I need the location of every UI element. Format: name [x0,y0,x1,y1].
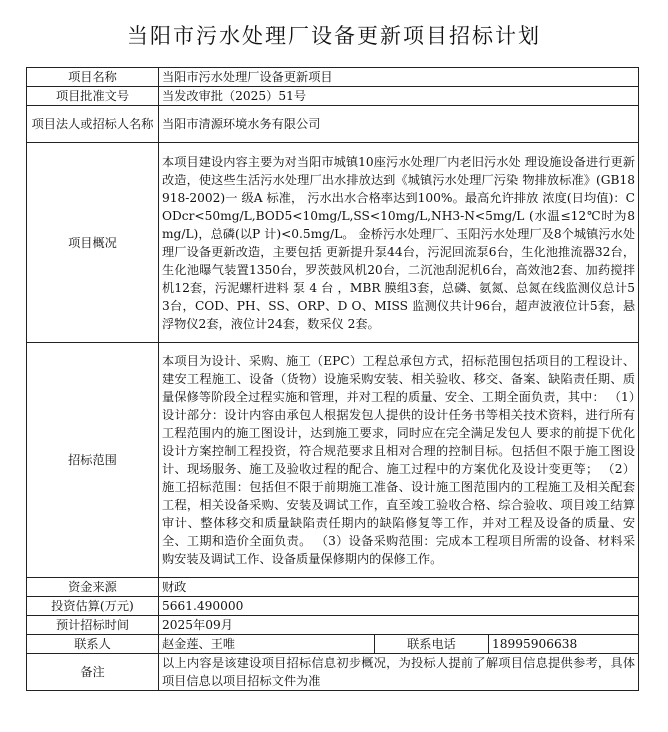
bid-time-label: 预计招标时间 [27,616,159,635]
row-owner [27,106,639,143]
owner-label: 项目法人或招标人名称 [27,106,159,143]
funding-value: 财政 [159,578,639,597]
overview-value: 本项目建设内容主要为对当阳市城镇10座污水处理厂内老旧污水处 理设施设备进行更新改造，使这些生活污水处理厂出水排放达到《城镇污水处理厂污染 物排放标准》(GB18918-2002)一 级A 标准， 污水出水合格率达到100%。最高允许排放 浓度(日均值)：CODcr<50mg/L,BOD5<10mg/L,SS<10mg/L,NH3-N<5mg/L (水温≤12℃时为8mg/L)，总磷(以P 计)<0.5mg/L。 金桥污水处理厂、玉阳污水处理厂及8个城镇污水处理厂设备更新改造，主要包括 更新提升泵44台，污泥回流泵6台，生化池推流器32台，生化池曝气装置1350台，罗茨鼓风机20台，二沉池刮泥机6台，高效池2套、加药搅拌机12套，污泥螺杆进料 泵 4 台 ，MBR 膜组3套，总磷、氨氮、总氮在线监测仪总计53台，COD、PH、SS、ORP、D O、MISS 监测仪共计96台，超声波液位计5套，悬浮物仪2套，液位计24套，数采仪 2套。 [159,143,639,343]
scope-value: 本项目为设计、采购、施工（EPC）工程总承包方式，招标范围包括项目的工程设计、建安工程施工、设备（货物）设施采购安装、相关验收、移交、备案、缺陷责任期、质量保修等阶段全过程实施和管理，并对工程的质量、安全、工期全面负责，其中： （1）设计部分：设计内容由承包人根据发包人提供的设计任务书等相关技术资料，进行所有工程范围内的施工图设计，达到施工要求，同时应在完全满足发包人 要求的前提下优化设计方案控制工程投资，符合规范要求且相对合理的控制目标。包括但不限于施工图设计、现场服务、施工及验收过程的配合、施工过程中的方案优化及设计变更等； （2）施工招标范围：包括但不限于前期施工准备、设计施工图范围内的工程施工及相关配套工程，相关设备采购、安装及调试工作，直至竣工验收合格、综合验收、项目竣工结算审计、整体移交和质量缺陷责任期内的缺陷修复等工作，并对工程及设备的质量、安全、工期和造价全面负责。 （3）设备采购范围：完成本工程项目所需的设备、材料采购安装及调试工作、设备质量保修期内的保修工作。 [159,343,639,578]
bid-time-value: 2025年09月 [159,616,639,635]
project-name-label: 项目名称 [27,68,159,87]
owner-value: 当阳市清源环境水务有限公司 [159,106,639,143]
row-project-name [27,68,639,87]
row-funding [27,578,639,597]
row-investment [27,597,639,616]
project-name-value: 当阳市污水处理厂设备更新项目 [159,68,639,87]
scope-label: 招标范围 [27,343,159,578]
investment-label: 投资估算(万元) [27,597,159,616]
phone-value: 18995906638 [489,635,639,654]
approval-no-label: 项目批准文号 [27,87,159,106]
row-remarks [27,654,639,691]
row-approval-no [27,87,639,106]
row-overview [27,143,639,343]
page-title: 当阳市污水处理厂设备更新项目招标计划 [127,24,541,48]
remarks-label: 备注 [27,654,159,691]
row-bid-time [27,616,639,635]
row-scope [27,343,639,578]
row-contact [27,635,639,654]
investment-value: 5661.490000 [159,597,639,616]
approval-no-value: 当发改审批（2025）51号 [159,87,639,106]
contact-label: 联系人 [27,635,159,654]
bidding-plan-table [26,67,639,691]
overview-label: 项目概况 [27,143,159,343]
remarks-value: 以上内容是该建设项目招标信息初步概况，为投标人提前了解项目信息提供参考，具体项目信息以项目招标文件为准 [159,654,639,691]
contact-value: 赵金莲、王唯 [159,635,375,654]
phone-label: 联系电话 [375,635,489,654]
funding-label: 资金来源 [27,578,159,597]
